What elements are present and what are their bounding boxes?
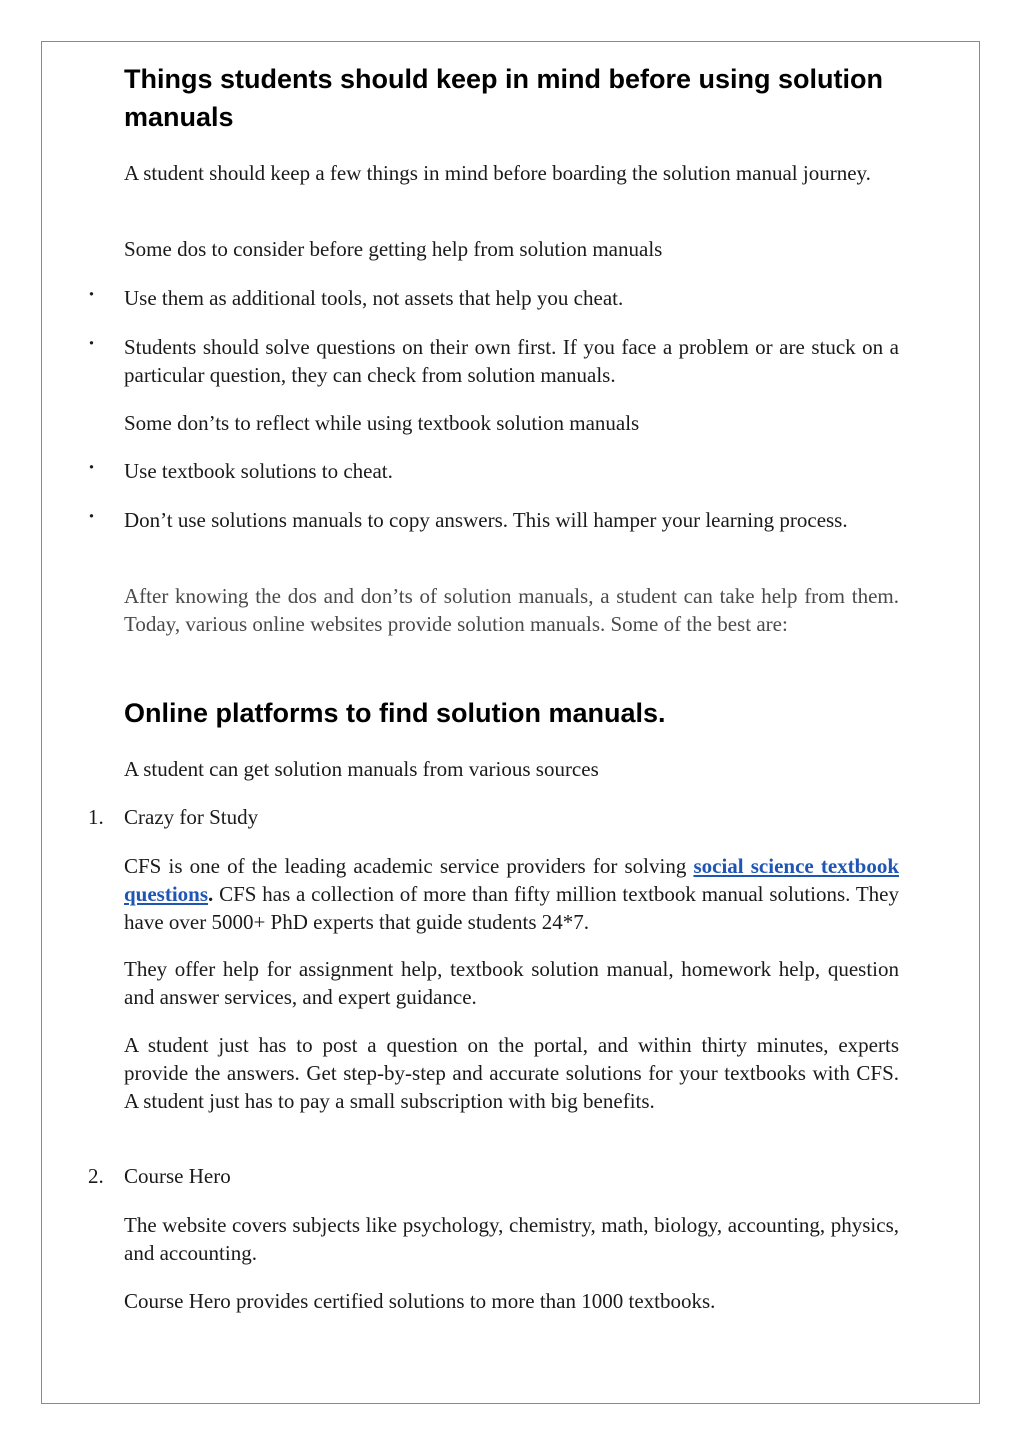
bullet-marker: · [88, 331, 96, 355]
cfs-bold-period: . [208, 882, 214, 906]
section-heading-online-platforms: Online platforms to find solution manuals. [124, 698, 666, 728]
after-dos-donts-paragraph: After knowing the dos and don’ts of solution manuals, a student can take help from them. Today, various online websites provide solution manuals. Some of the best are: [124, 584, 899, 636]
donts-intro: Some don’ts to reflect while using textbook solution manuals [124, 411, 640, 435]
bullet-marker: · [88, 282, 96, 306]
course-hero-paragraph-1: The website covers subjects like psychology, chemistry, math, biology, accounting, physics, and accounting. [124, 1213, 899, 1265]
donts-item [88, 455, 899, 485]
donts-item-text: Use textbook solutions to cheat. [124, 459, 393, 483]
list-item-title: Course Hero [124, 1164, 231, 1188]
dos-item-text: Use them as additional tools, not assets that help you cheat. [124, 286, 624, 310]
list-item-crazy-for-study [88, 803, 899, 831]
list-number: 2. [88, 1164, 104, 1188]
donts-item [88, 504, 899, 534]
cfs-text-after-link: CFS has a collection of more than fifty million textbook manual solutions. They have over 5000+ PhD experts that guide students 24*7. [124, 882, 899, 934]
cfs-paragraph-3: A student just has to post a question on the portal, and within thirty minutes, experts provide the answers. Get step-by-step and accurate solutions for your textbooks with CFS. A student just has to pay a small subscription with big benefits. [124, 1033, 899, 1113]
dos-item [88, 282, 899, 312]
intro-paragraph: A student should keep a few things in mind before boarding the solution manual journey. [124, 161, 871, 185]
cfs-paragraph-1 [124, 852, 899, 936]
course-hero-paragraph-2: Course Hero provides certified solutions to more than 1000 textbooks. [124, 1289, 716, 1313]
dos-item [88, 331, 899, 389]
dos-item-text: Students should solve questions on their own first. If you face a problem or are stuck on a particular question, they can check from solution manuals. [124, 335, 899, 387]
donts-item-text: Don’t use solutions manuals to copy answers. This will hamper your learning process. [124, 508, 848, 532]
cfs-text-before-link: CFS is one of the leading academic service providers for solving [124, 854, 694, 878]
section-heading-keep-in-mind: Things students should keep in mind before using solution manuals [124, 64, 884, 132]
bullet-marker: · [88, 504, 96, 528]
cfs-paragraph-2: They offer help for assignment help, textbook solution manual, homework help, question and answer services, and expert guidance. [124, 957, 899, 1009]
list-item-course-hero [88, 1162, 899, 1190]
sources-intro: A student can get solution manuals from various sources [124, 757, 599, 781]
list-item-title: Crazy for Study [124, 805, 259, 829]
bullet-marker: · [88, 455, 96, 479]
dos-intro: Some dos to consider before getting help from solution manuals [124, 237, 663, 261]
social-science-textbook-link[interactable]: social science textbook questions [124, 854, 900, 906]
list-number: 1. [88, 805, 104, 829]
